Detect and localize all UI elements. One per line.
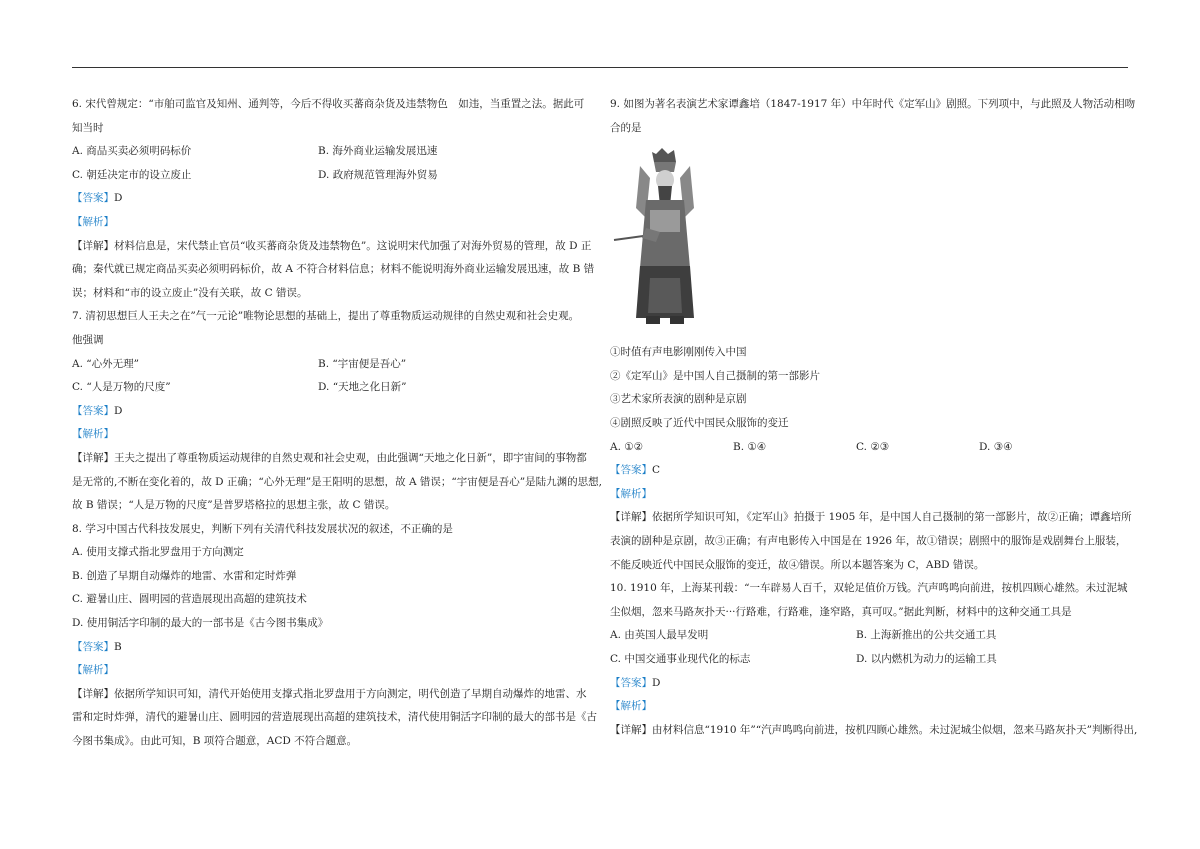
q7-option-c: C. “人是万物的尺度” (72, 381, 171, 394)
q8-option-a: A. 使用支撑式指北罗盘用于方向测定 (72, 546, 244, 559)
q8-stem-line1: 8. 学习中国古代科技发展史，判断下列有关清代科技发展状况的叙述，不正确的是 (72, 522, 453, 535)
q10-answer-tag: 【答案】 (610, 676, 652, 689)
q8-analysis-tag: 【解析】 (72, 664, 114, 677)
q10-stem-line2: 尘似烟，忽来马路灰扑天···行路难，行路难，逢窄路，真可叹。”据此判断，材料中的这种交通工具是 (610, 605, 1072, 618)
q10-stem-line1: 10. 1910 年，上海某刊载：“一车辟易人百千，双轮足值价万钱。汽声鸣鸣向前进，按机四顾心雄然。未过泥城 (610, 582, 1128, 595)
q10-answer: D (652, 676, 661, 689)
question-9 (610, 93, 1136, 577)
q9-statement-2: ②《定军山》是中国人自己摄制的第一部影片 (610, 369, 820, 382)
q6-option-b: B. 海外商业运输发展迅速 (318, 145, 438, 158)
q8-detail-tag: 【详解】 (72, 687, 114, 700)
q6-detail-line2: 确；秦代就已规定商品买卖必须明码标价，故 A 不符合材料信息；材料不能说明海外商业运输发展迅速，故 B 错 (72, 263, 595, 276)
q8-detail-line3: 今图书集成》。由此可知，B 项符合题意，ACD 不符合题意。 (72, 735, 358, 748)
q10-option-c: C. 中国交通事业现代化的标志 (610, 652, 751, 665)
q8-answer-tag: 【答案】 (72, 640, 114, 653)
q6-answer-tag: 【答案】 (72, 192, 114, 205)
q7-stem-line1: 7. 清初思想巨人王夫之在”气一元论”唯物论思想的基础上，提出了尊重物质运动规律的自然史观和社会史观。 (72, 310, 580, 323)
q6-stem-line1: 6. 宋代曾规定：“市舶司监官及知州、通判等，今后不得收买蕃商杂货及违禁物色 如违，当重置之法。据此可 (72, 98, 585, 110)
q8-option-b: B. 创造了早期自动爆炸的地雷、水雷和定时炸弹 (72, 569, 297, 582)
q10-option-a: A. 由英国人最早发明 (610, 629, 709, 642)
q9-detail-line1: 依据所学知识可知，《定军山》拍摄于 1905 年，是中国人自己摄制的第一部影片，故②正确；谭鑫培所 (652, 511, 1132, 524)
q6-option-c: C. 朝廷决定市的设立废止 (72, 168, 192, 181)
question-7 (72, 305, 602, 517)
header-rule (72, 67, 1128, 68)
right-column (610, 93, 1138, 742)
q9-statement-4: ④剧照反映了近代中国民众服饰的变迁 (610, 416, 789, 429)
left-column (72, 93, 602, 754)
q6-option-a: A. 商品买卖必须明码标价 (72, 145, 192, 158)
q7-detail-line2: 是无常的,不断在变化着的，故 D 正确；“心外无理”是王阳明的思想，故 A 错误；“宇宙便是吾心”是陆九渊的思想, (72, 475, 602, 488)
q8-option-c: C. 避暑山庄、圆明园的营造展现出高超的建筑技术 (72, 593, 307, 606)
opera-actor-photo (610, 148, 720, 328)
q6-detail-line1: 材料信息是，宋代禁止官员“收买蕃商杂货及违禁物色”。这说明宋代加强了对海外贸易的管理，故 D 正 (114, 239, 592, 252)
q8-detail-line2: 雷和定时炸弹，清代的避暑山庄、圆明园的营造展现出高超的建筑技术，清代使用铜活字印制的最大的部书是《古 (72, 711, 597, 724)
q9-answer-tag: 【答案】 (610, 464, 652, 477)
q10-option-b: B. 上海新推出的公共交通工具 (856, 629, 997, 642)
q7-answer: D (114, 404, 123, 417)
q6-detail-line3: 误；材料和“市的设立废止”没有关联，故 C 错误。 (72, 286, 308, 299)
q10-detail-line1: 由材料信息“1910 年”“汽声鸣鸣向前进，按机四顾心雄然。未过泥城尘似烟，忽来马路灰扑天”判断得出, (652, 723, 1138, 736)
q7-option-b: B. “宇宙便是吾心” (318, 357, 407, 370)
q7-answer-tag: 【答案】 (72, 404, 114, 417)
q9-option-b: B. ①④ (733, 440, 767, 453)
q9-statement-3: ③艺术家所表演的剧种是京剧 (610, 393, 747, 406)
question-8 (72, 518, 597, 754)
q9-analysis-tag: 【解析】 (610, 487, 652, 500)
q10-detail-tag: 【详解】 (610, 723, 652, 736)
q9-statement-1: ①时值有声电影刚刚传入中国 (610, 346, 747, 359)
question-10 (610, 577, 1138, 742)
q9-option-d: D. ③④ (979, 440, 1013, 453)
question-6 (72, 93, 595, 305)
q9-detail-line3: 不能反映近代中国民众服饰的变迁，故④错误。所以本题答案为 C，ABD 错误。 (610, 558, 985, 571)
q10-option-d: D. 以内燃机为动力的运输工具 (856, 652, 997, 665)
q6-answer: D (114, 192, 123, 205)
q7-detail-tag: 【详解】 (72, 451, 114, 464)
q8-answer: B (114, 640, 122, 653)
q7-option-a: A. “心外无理” (72, 357, 139, 370)
q6-analysis-tag: 【解析】 (72, 215, 114, 228)
q7-analysis-tag: 【解析】 (72, 428, 114, 441)
q9-detail-tag: 【详解】 (610, 511, 652, 524)
q10-analysis-tag: 【解析】 (610, 700, 652, 713)
q9-stem-line1: 9. 如图为著名表演艺术家谭鑫培（1847-1917 年）中年时代《定军山》剧照。下列项中，与此照及人物活动相吻 (610, 98, 1136, 110)
q6-stem-line2: 知当时 (72, 121, 104, 134)
q9-detail-line2: 表演的剧种是京剧，故③正确；有声电影传入中国是在 1926 年，故①错误；剧照中的服饰是戏剧舞台上服装， (610, 534, 1127, 547)
q6-option-d: D. 政府规范管理海外贸易 (318, 168, 438, 181)
q9-option-a: A. ①② (610, 440, 644, 453)
q6-detail-tag: 【详解】 (72, 239, 114, 252)
q8-option-d: D. 使用铜活字印制的最大的一部书是《古今图书集成》 (72, 617, 329, 630)
q7-option-d: D. “天地之化日新” (318, 381, 407, 394)
q8-detail-line1: 依据所学知识可知，清代开始使用支撑式指北罗盘用于方向测定，明代创造了早期自动爆炸的地雷、水 (114, 687, 587, 700)
q9-stem-line2: 合的是 (610, 121, 642, 134)
q7-stem-line2: 他强调 (72, 333, 104, 346)
q7-detail-line3: 故 B 错误；“人是万物的尺度”是普罗塔格拉的思想主张，故 C 错误。 (72, 499, 396, 512)
q7-detail-line1: 王夫之提出了尊重物质运动规律的自然史观和社会史观，由此强调“天地之化日新”，即宇宙间的事物都 (114, 451, 587, 464)
q9-option-c: C. ②③ (856, 440, 890, 453)
q9-answer: C (652, 464, 661, 477)
